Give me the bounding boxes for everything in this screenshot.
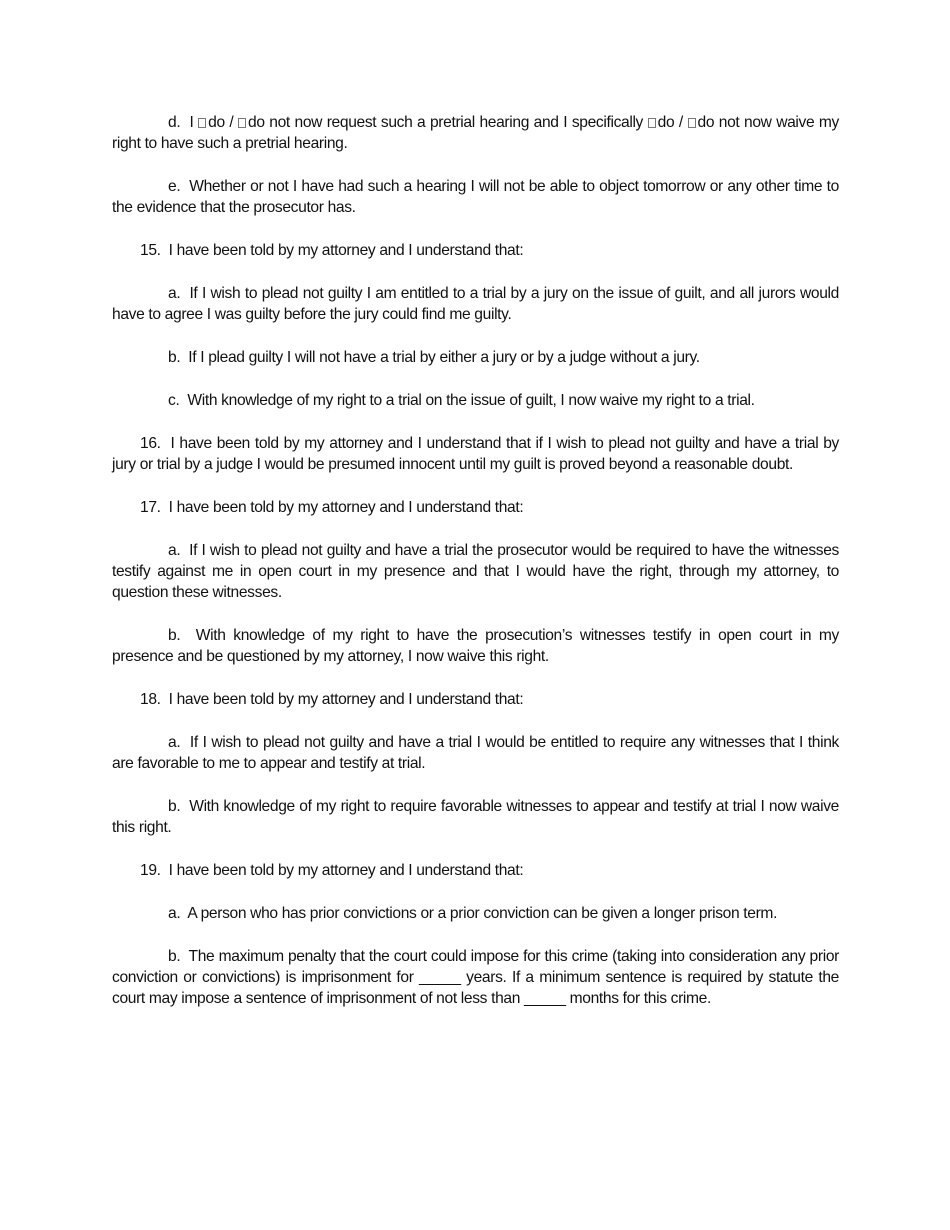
blank-months-field[interactable]: _____ [524,990,566,1007]
item-number: 15. [140,242,161,259]
item-label: b. [168,349,181,366]
item-label: a. [168,905,181,922]
item-text: With knowledge of my right to a trial on the issue of guilt, I now waive my right to a trial. [187,392,755,409]
item-text: do not now request such a pretrial hearing and I specifically [248,114,644,131]
item-label: a. [168,734,181,751]
item-label: e. [168,178,181,195]
item-number: 19. [140,862,161,879]
item-label: b. [168,798,181,815]
item-text: do not now waive my right to have such a pretrial hearing. [112,114,840,152]
item-14d [112,112,839,154]
item-text: years. If a minimum sentence is required by statute the court may impose a sentence of imprisonment of not less than [112,969,839,1007]
item-text: Whether or not I have had such a hearing I will not be able to object tomorrow or any other time to the evidence that the prosecutor has. [112,178,839,216]
item-15 [112,240,839,261]
item-text: months for this crime. [569,990,711,1007]
option-label: do / [657,114,683,131]
checkbox-do-waive[interactable] [648,118,656,128]
item-label: b. [168,948,181,965]
item-text: If I wish to plead not guilty and have a trial I would be entitled to require any witnesses that I think are favorable to me to appear and testify at trial. [112,734,839,772]
item-text: I have been told by my attorney and I understand that: [168,862,524,879]
item-label: a. [168,285,181,302]
item-19b [112,946,839,1009]
item-label: b. [168,627,181,644]
item-18a [112,732,839,774]
option-label: do / [208,114,234,131]
item-text: If I plead guilty I will not have a trial by either a jury or by a judge without a jury. [188,349,700,366]
item-text: I have been told by my attorney and I understand that: [168,242,524,259]
item-number: 16. [140,435,161,452]
checkbox-do-not-request[interactable] [238,118,246,128]
item-label: a. [168,542,181,559]
item-15c [112,390,839,411]
item-text: I have been told by my attorney and I understand that: [168,499,524,516]
item-text: I have been told by my attorney and I understand that: [168,691,524,708]
item-17b [112,625,839,667]
item-16 [112,433,839,475]
item-text: With knowledge of my right to have the prosecution’s witnesses testify in open court in my presence and be questioned by my attorney, I now waive this right. [112,627,839,665]
item-15a [112,283,839,325]
item-15b [112,347,839,368]
blank-years-field[interactable]: _____ [419,969,461,986]
item-text: A person who has prior convictions or a prior conviction can be given a longer prison term. [187,905,778,922]
item-text: The maximum penalty that the court could impose for this crime (taking into consideration any prior conviction or convictions) is imprisonment for [112,948,839,986]
item-17 [112,497,839,518]
checkbox-do-not-waive[interactable] [688,118,696,128]
item-text: If I wish to plead not guilty and have a trial the prosecutor would be required to have the witnesses testify against me in open court in my presence and that I would have the right, through my attorney, to question these witnesses. [112,542,839,601]
item-14e [112,176,839,218]
item-text: If I wish to plead not guilty I am entitled to a trial by a jury on the issue of guilt, and all jurors would have to agree I was guilty before the jury could find me guilty. [112,285,839,323]
item-text: I have been told by my attorney and I understand that if I wish to plead not guilty and have a trial by jury or trial by a judge I would be presumed innocent until my guilt is proved beyond a reasonable doubt. [112,435,839,473]
item-18b [112,796,839,838]
document-page [112,112,839,1031]
item-number: 18. [140,691,161,708]
item-label: d. [168,114,181,131]
item-19 [112,860,839,881]
checkbox-do-request[interactable] [198,118,206,128]
item-number: 17. [140,499,161,516]
item-label: c. [168,392,180,409]
item-text: I [189,114,194,131]
item-text: With knowledge of my right to require favorable witnesses to appear and testify at trial I now waive this right. [112,798,839,836]
item-17a [112,540,839,603]
item-19a [112,903,839,924]
item-18 [112,689,839,710]
